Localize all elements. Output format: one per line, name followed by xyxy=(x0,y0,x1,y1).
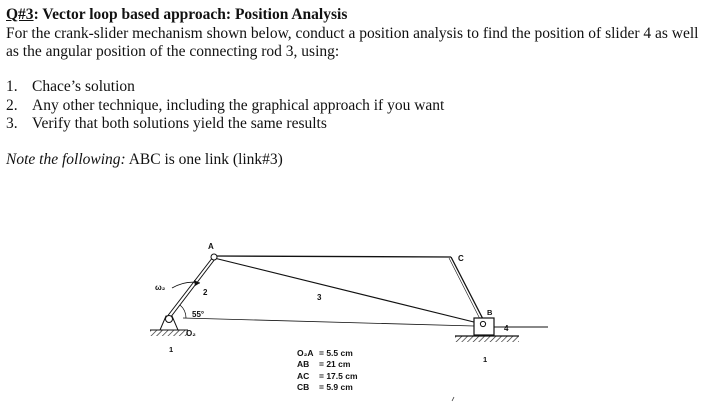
dimension-value: = 17.5 cm xyxy=(319,370,358,381)
label-o2: O₂ xyxy=(186,329,196,338)
angle-arc xyxy=(180,305,186,318)
slider-path-line xyxy=(183,318,474,326)
dimension-list xyxy=(297,348,358,393)
coupler-diagonal-edge xyxy=(214,258,482,324)
dimension-key: AC xyxy=(297,370,310,381)
question-intro: For the crank-slider mechanism shown below, conduct a position analysis to find the position of slider 4 as well as the angular position of the connecting rod 3, using: xyxy=(6,25,699,60)
list-number: 3. xyxy=(6,115,18,132)
dimension-value: = 5.5 cm xyxy=(319,348,353,358)
label-link-3: 3 xyxy=(317,293,322,302)
ground-hatch-right xyxy=(455,336,519,342)
label-link-2: 2 xyxy=(203,288,208,297)
label-omega: ω₂ xyxy=(155,283,166,292)
dimension-row xyxy=(297,359,358,370)
label-a: A xyxy=(208,242,214,251)
coupler-top-edge xyxy=(214,256,451,257)
dimension-key: CB xyxy=(297,381,310,392)
omega-arrowhead-icon xyxy=(194,280,200,286)
list-text: Chace’s solution xyxy=(32,78,135,95)
question-number: Q#3 xyxy=(6,6,34,23)
pin-a xyxy=(211,254,217,260)
list-number: 1. xyxy=(6,78,18,95)
pin-b xyxy=(480,321,485,326)
label-ground-right: 1 xyxy=(483,355,488,364)
question-heading: : Vector loop based approach: Position Analysis xyxy=(33,6,348,23)
label-link-4: 4 xyxy=(504,324,509,333)
label-c: C xyxy=(458,254,464,263)
dimension-row xyxy=(297,348,358,359)
list-number: 2. xyxy=(6,96,18,114)
dimension-row xyxy=(297,371,358,382)
dimension-key: O₂A xyxy=(297,348,314,358)
note-text: ABC is one link (link#3) xyxy=(125,150,283,168)
list-text: Any other technique, including the graphical approach if you want xyxy=(32,96,445,114)
dimension-key: AB xyxy=(297,359,310,370)
label-b: B xyxy=(487,308,493,317)
ground-hatch-left xyxy=(150,330,188,336)
dimension-value: = 5.9 cm xyxy=(319,381,353,392)
dimension-value: = 21 cm xyxy=(319,359,351,370)
list-text: Verify that both solutions yield the same results xyxy=(32,115,327,132)
coupler-side-edge xyxy=(451,257,485,323)
dimension-row xyxy=(297,382,358,393)
label-angle: 55° xyxy=(192,310,205,319)
note-label: Note the following: xyxy=(6,150,126,168)
pin-o2 xyxy=(166,316,173,323)
label-ground-left: 1 xyxy=(169,345,174,354)
